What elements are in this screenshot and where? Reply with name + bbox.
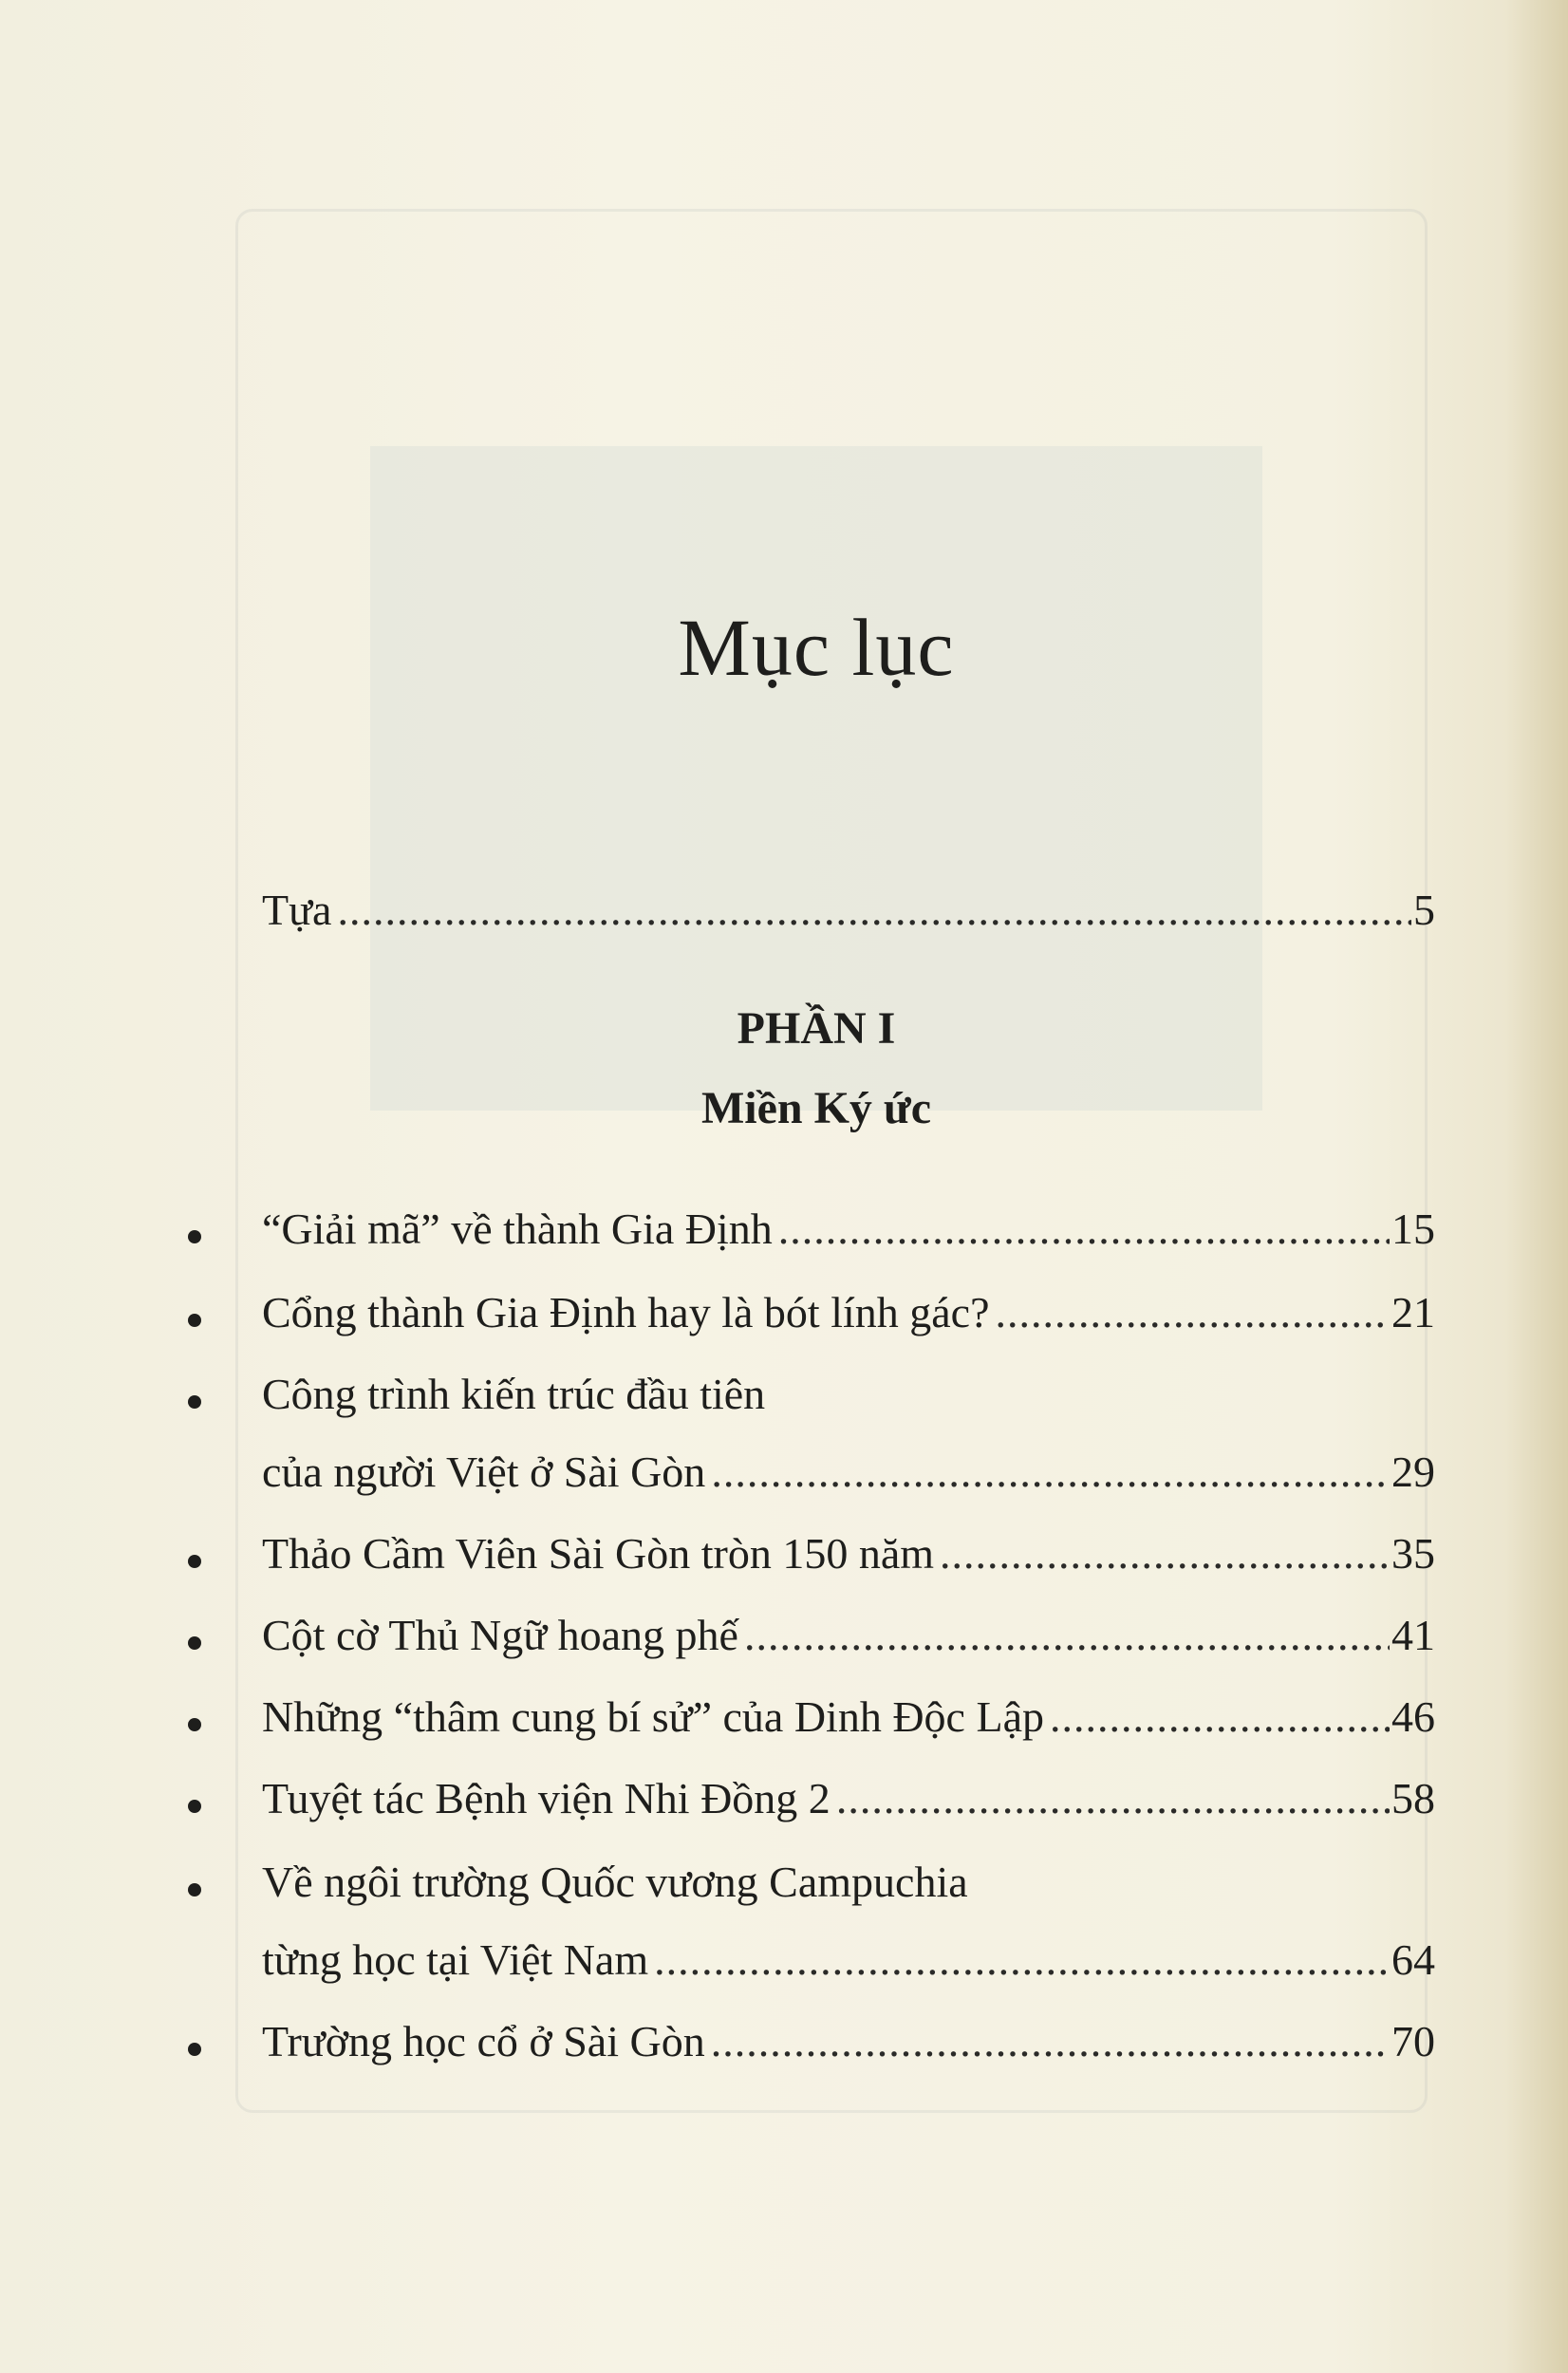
toc-page-number: 21 — [1391, 1288, 1435, 1336]
toc-page-number: 29 — [1391, 1448, 1435, 1496]
dot-leader — [1050, 1695, 1390, 1739]
bullet-icon — [188, 1314, 201, 1327]
toc-entry — [262, 1529, 1435, 1578]
toc-entry-label: Thảo Cầm Viên Sài Gòn tròn 150 năm — [262, 1529, 935, 1578]
bullet-icon — [188, 2043, 201, 2056]
toc-page-number: 58 — [1391, 1774, 1435, 1822]
toc-entry — [262, 1207, 1435, 1251]
dot-leader — [337, 888, 1411, 932]
page-title: Mục lục — [678, 602, 955, 693]
bullet-icon — [188, 1395, 201, 1409]
toc-entry-label: Trường học cổ ở Sài Gòn — [262, 2017, 705, 2065]
bullet-icon — [188, 1230, 201, 1243]
bullet-icon — [188, 1718, 201, 1731]
toc-entry — [262, 1692, 1435, 1741]
bullet-icon — [188, 1636, 201, 1650]
toc-entry-label: từng học tại Việt Nam — [262, 1935, 649, 1984]
toc-entry-preface — [262, 888, 1435, 932]
toc-page-number: 41 — [1391, 1611, 1435, 1659]
toc-page-number: 46 — [1391, 1692, 1435, 1741]
toc-page-number: 70 — [1391, 2017, 1435, 2065]
dot-leader — [778, 1207, 1390, 1251]
dot-leader — [996, 1291, 1390, 1335]
toc-entry-label-first-line: Về ngôi trường Quốc vương Campuchia — [262, 1858, 968, 1906]
toc-entry-label: Cột cờ Thủ Ngữ hoang phế — [262, 1611, 738, 1659]
toc-page-number: 5 — [1413, 886, 1435, 934]
part-name: Miền Ký ức — [700, 1083, 932, 1133]
toc-page-number: 64 — [1391, 1935, 1435, 1984]
bullet-icon — [188, 1883, 201, 1897]
toc-entry — [262, 1611, 1435, 1659]
dot-leader — [940, 1532, 1390, 1576]
dot-leader — [711, 2020, 1390, 2064]
toc-entry — [262, 2017, 1435, 2065]
toc-entry — [262, 1774, 1435, 1822]
bullet-icon — [188, 1555, 201, 1568]
part-number: PHẦN I — [737, 1003, 896, 1054]
toc-entry-label: Tựa — [262, 886, 332, 934]
toc-entry-label: của người Việt ở Sài Gòn — [262, 1448, 706, 1496]
dot-leader — [836, 1777, 1390, 1821]
toc-entry-label: Cổng thành Gia Định hay là bót lính gác? — [262, 1288, 990, 1336]
toc-entry-label: Những “thâm cung bí sử” của Dinh Độc Lập — [262, 1692, 1044, 1741]
bullet-icon — [188, 1800, 201, 1813]
toc-page-number: 35 — [1391, 1529, 1435, 1578]
dot-leader — [744, 1614, 1390, 1657]
toc-entry — [262, 1935, 1435, 1984]
toc-entry — [262, 1450, 1435, 1494]
toc-page-number: 15 — [1391, 1205, 1435, 1253]
toc-entry-label-first-line: Công trình kiến trúc đầu tiên — [262, 1370, 766, 1418]
toc-entry — [262, 1288, 1435, 1336]
dot-leader — [711, 1450, 1390, 1494]
toc-entry-label: “Giải mã” về thành Gia Định — [262, 1205, 773, 1253]
toc-entry-label: Tuyệt tác Bệnh viện Nhi Đồng 2 — [262, 1774, 831, 1822]
dot-leader — [654, 1938, 1390, 1982]
